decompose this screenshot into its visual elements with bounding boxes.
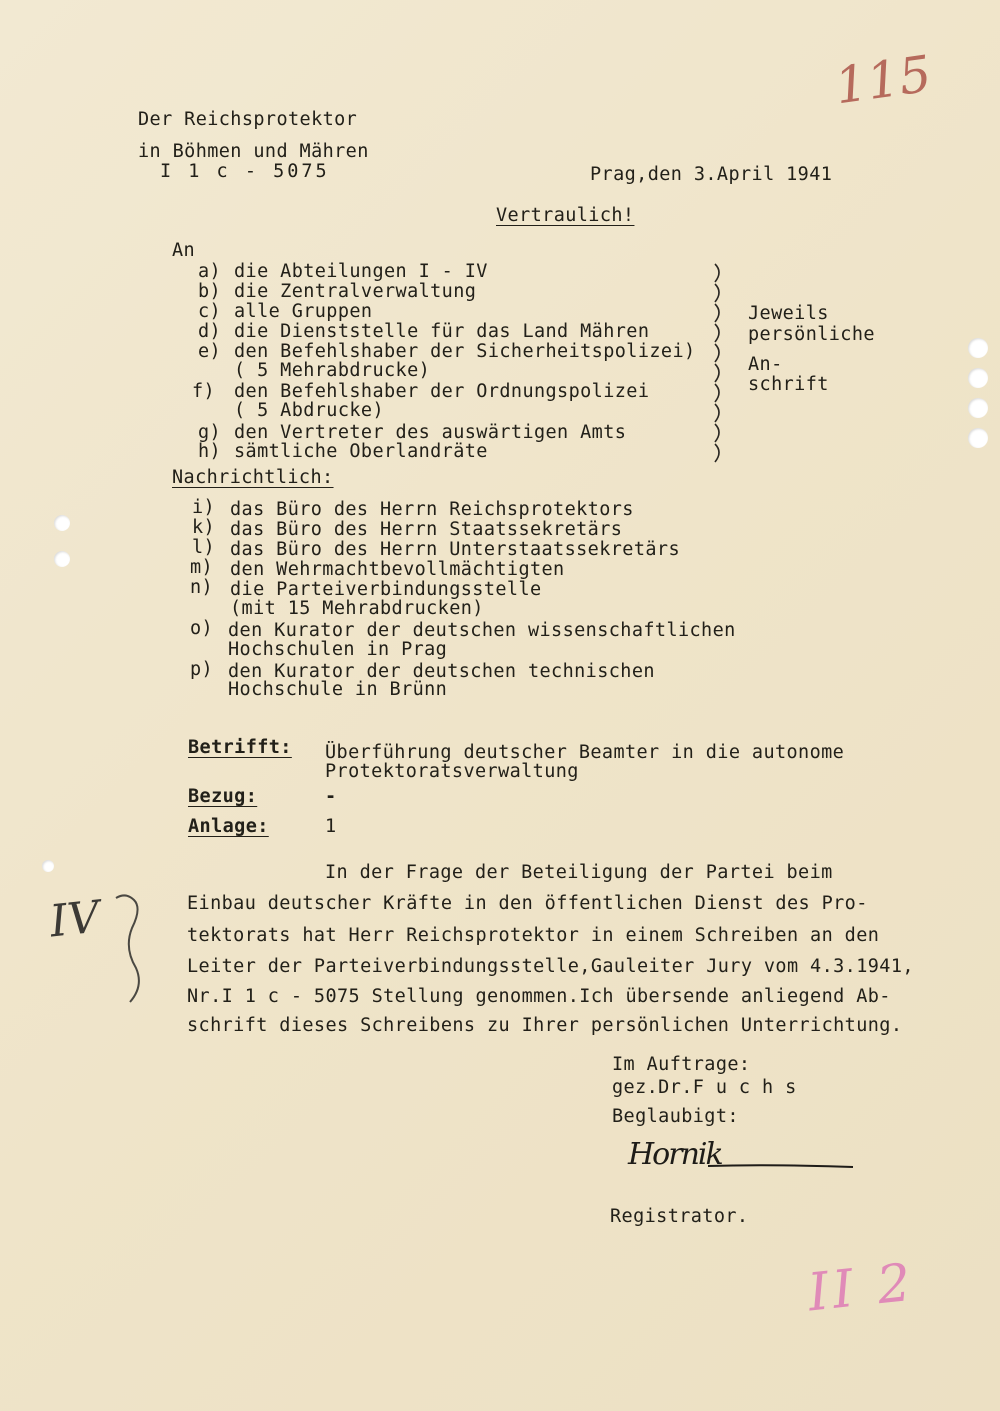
side-note-line: An- — [748, 354, 783, 375]
cc-text: den Kurator der deutschen wissenschaftlichen — [228, 620, 736, 641]
sender-reference: I 1 c - 5075 — [160, 161, 330, 182]
cc-text: den Wehrmachtbevollmächtigten — [230, 559, 565, 580]
betrifft-label: Betrifft: — [188, 737, 292, 758]
recipient-key: c) — [198, 301, 222, 322]
recipient-key: b) — [198, 281, 222, 302]
body-line: tektorats hat Herr Reichsprotektor in einem Schreiben an den — [187, 925, 880, 946]
side-note-line: Jeweils — [748, 303, 829, 324]
recipient-text: sämtliche Oberlandräte — [234, 441, 488, 462]
cc-key: p) — [190, 659, 214, 680]
recipient-text: den Vertreter des auswärtigen Amts — [234, 422, 627, 443]
body-line: In der Frage der Beteiligung der Partei beim — [325, 862, 833, 883]
signature-registrator: Registrator. — [610, 1206, 749, 1227]
cc-text: Hochschulen in Prag — [228, 639, 448, 660]
cc-key: l) — [192, 537, 216, 558]
signature-beglaubigt: Beglaubigt: — [612, 1106, 739, 1127]
brace-column — [705, 262, 735, 467]
recipient-text: ( 5 Abdrucke) — [234, 400, 384, 421]
punch-hole — [968, 398, 988, 418]
cc-key: o) — [190, 618, 214, 639]
cc-key: k) — [192, 517, 216, 538]
page-number: 115 — [831, 44, 936, 116]
margin-mark-left: IV — [47, 891, 103, 948]
side-note-line: persönliche — [748, 324, 875, 345]
body-line: Leiter der Parteiverbindungsstelle,Gauleiter Jury vom 4.3.1941, — [187, 956, 914, 977]
recipient-text: die Abteilungen I - IV — [234, 261, 488, 282]
recipient-text: ( 5 Mehrabdrucke) — [234, 360, 431, 381]
sender-line-2: in Böhmen und Mähren — [138, 141, 369, 162]
margin-squiggle — [112, 888, 152, 1008]
betrifft-line-2: Protektoratsverwaltung — [325, 761, 579, 782]
recipient-key: e) — [198, 341, 222, 362]
punch-hole — [54, 515, 70, 531]
cc-key: n) — [190, 577, 214, 598]
cc-key: m) — [190, 557, 214, 578]
punch-hole — [968, 338, 988, 358]
recipient-key: a) — [198, 261, 222, 282]
recipient-key: g) — [198, 422, 222, 443]
side-note-line: schrift — [748, 374, 829, 395]
body-line: Nr.I 1 c - 5075 Stellung genommen.Ich übersende anliegend Ab- — [187, 986, 891, 1007]
signature-gez: gez.Dr.F u c h s — [612, 1077, 797, 1098]
body-line: Einbau deutscher Kräfte in den öffentlichen Dienst des Pro- — [187, 893, 868, 914]
recipient-text: die Dienststelle für das Land Mähren — [234, 321, 650, 342]
cc-text: Hochschule in Brünn — [228, 679, 448, 700]
cc-text: den Kurator der deutschen technischen — [228, 661, 655, 682]
punch-hole — [968, 368, 988, 388]
an-label: An — [172, 240, 196, 261]
anlage-value: 1 — [325, 816, 337, 837]
recipient-key: d) — [198, 321, 222, 342]
cc-text: das Büro des Herrn Reichsprotektors — [230, 499, 634, 520]
place-date: Prag,den 3.April 1941 — [590, 164, 833, 185]
margin-mark-bottom: II 2 — [805, 1252, 918, 1324]
nachrichtlich-label: Nachrichtlich: — [172, 467, 334, 488]
punch-hole — [42, 860, 54, 872]
recipient-text: den Befehlshaber der Sicherheitspolizei) — [234, 341, 696, 362]
cc-text: das Büro des Herrn Unterstaatssekretärs — [230, 539, 680, 560]
betrifft-line-1: Überführung deutscher Beamter in die autonome — [325, 742, 845, 763]
signature-im-auftrage: Im Auftrage: — [612, 1054, 751, 1075]
recipient-text: die Zentralverwaltung — [234, 281, 477, 302]
recipient-key: h) — [198, 441, 222, 462]
punch-hole — [54, 551, 70, 567]
cc-text: das Büro des Herrn Staatssekretärs — [230, 519, 623, 540]
sender-line-1: Der Reichsprotektor — [138, 109, 358, 130]
bezug-label: Bezug: — [188, 786, 258, 807]
body-line: schrift dieses Schreibens zu Ihrer persönlichen Unterrichtung. — [187, 1015, 903, 1036]
cc-text: die Parteiverbindungsstelle — [230, 579, 542, 600]
cc-text: (mit 15 Mehrabdrucken) — [230, 598, 484, 619]
handwritten-signature: Hornik — [628, 1140, 722, 1170]
punch-hole — [968, 428, 988, 448]
cc-key: i) — [192, 497, 216, 518]
classification: Vertraulich! — [496, 205, 635, 226]
bezug-value: - — [325, 786, 337, 807]
anlage-label: Anlage: — [188, 816, 269, 837]
recipient-text: alle Gruppen — [234, 301, 373, 322]
recipient-key: f) — [192, 381, 216, 402]
recipient-text: den Befehlshaber der Ordnungspolizei — [234, 381, 650, 402]
